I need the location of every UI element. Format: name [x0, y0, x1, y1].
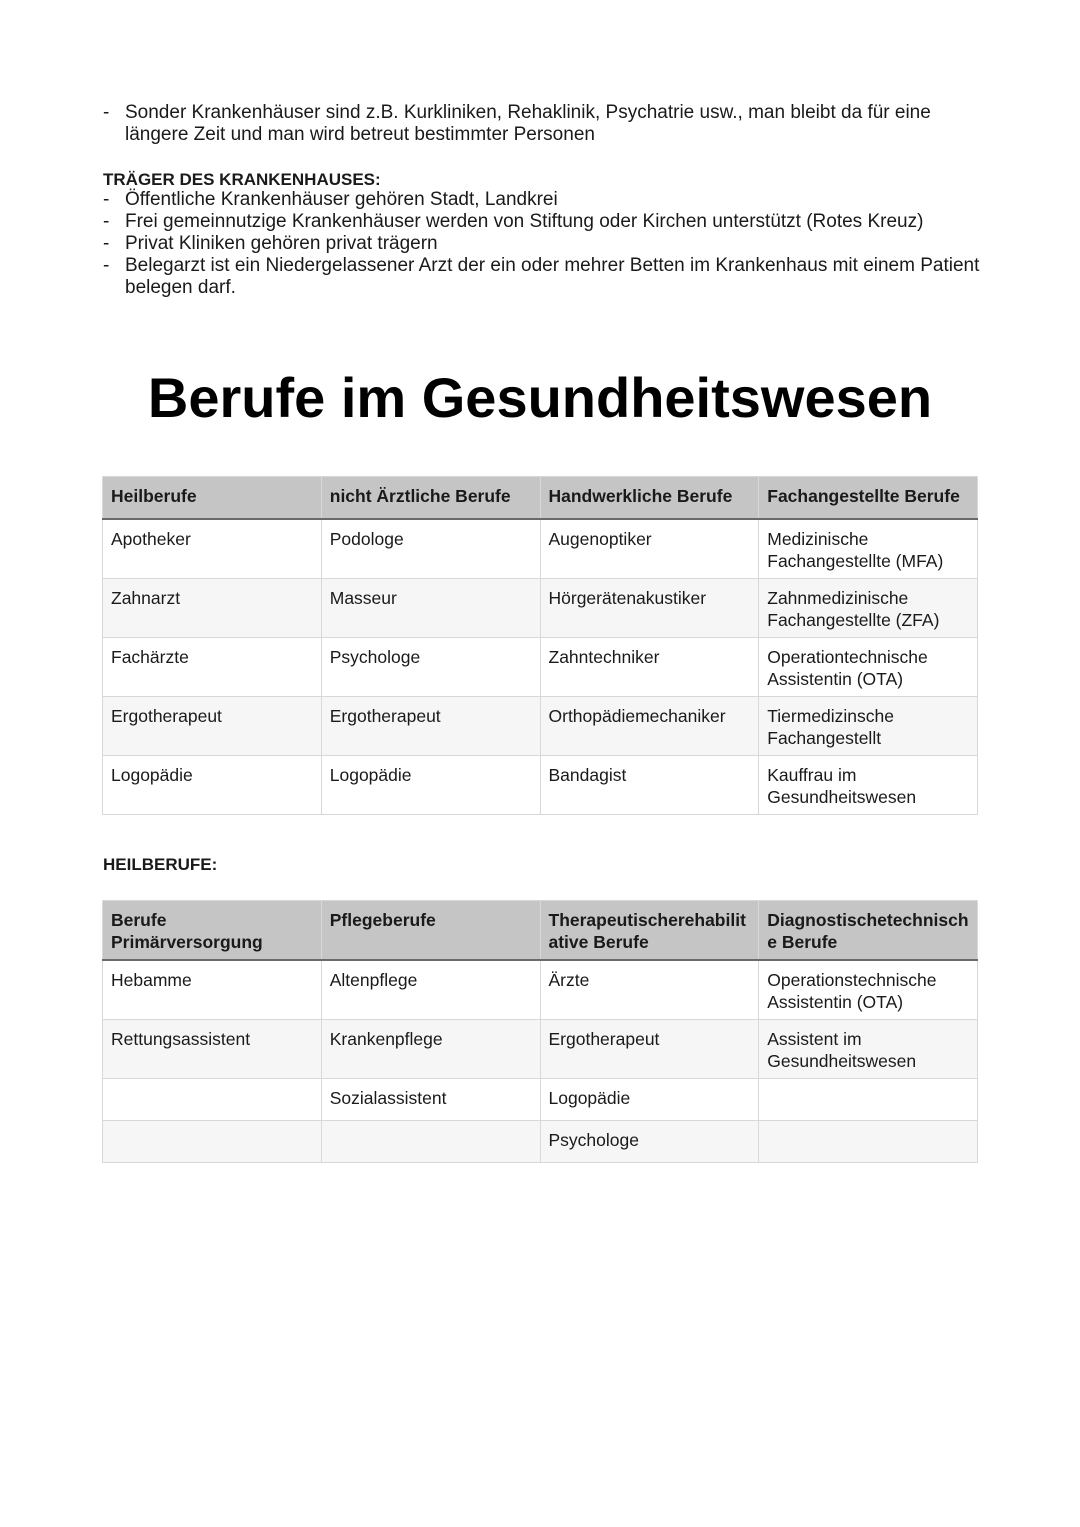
table-cell: Altenpflege [321, 960, 540, 1020]
table-row [103, 756, 978, 815]
table-header-row [103, 477, 978, 520]
list-item [103, 255, 983, 299]
column-header: Fachangestellte Berufe [759, 477, 978, 520]
table-cell: Kauffrau im Gesundheitswesen [759, 756, 978, 815]
column-header: Handwerkliche Berufe [540, 477, 759, 520]
table-cell: Ergotherapeut [540, 1020, 759, 1079]
table-cell: Logopädie [321, 756, 540, 815]
column-header: Pflegeberufe [321, 901, 540, 961]
table-cell: Psychologe [321, 638, 540, 697]
berufe-table [102, 476, 978, 815]
page-title: Berufe im Gesundheitswesen [147, 366, 933, 429]
list-item [103, 211, 983, 233]
traeger-bullet-list [103, 189, 983, 299]
table-cell: Hörgerätenakustiker [540, 579, 759, 638]
bullet-text: Privat Kliniken gehören privat trägern [125, 233, 438, 254]
table-cell [759, 1121, 978, 1163]
list-item [103, 102, 983, 146]
table-cell: Krankenpflege [321, 1020, 540, 1079]
table-row [103, 1121, 978, 1163]
table-cell: Sozialassistent [321, 1079, 540, 1121]
bullet-text: Belegarzt ist ein Niedergelassener Arzt der ein oder mehrer Betten im Krankenhaus mit einem Patient belegen darf. [125, 255, 980, 298]
table-row [103, 697, 978, 756]
table-cell: Rettungsassistent [103, 1020, 322, 1079]
table-cell: Tiermedizinsche Fachangestellt [759, 697, 978, 756]
table-cell: Ärzte [540, 960, 759, 1020]
table-cell: Orthopädiemechaniker [540, 697, 759, 756]
table-cell [103, 1079, 322, 1121]
column-header: nicht Ärztliche Berufe [321, 477, 540, 520]
intro-bullet-list [103, 102, 983, 146]
bullet-dash: - [103, 211, 110, 232]
table-cell: Psychologe [540, 1121, 759, 1163]
table-cell: Hebamme [103, 960, 322, 1020]
section-heading-heilberufe: HEILBERUFE: [103, 855, 218, 874]
table-cell: Masseur [321, 579, 540, 638]
table-cell: Medizinische Fachangestellte (MFA) [759, 519, 978, 579]
column-header: Therapeutischerehabilitative Berufe [540, 901, 759, 961]
table-cell: Zahnmedizinische Fachangestellte (ZFA) [759, 579, 978, 638]
table-cell: Logopädie [103, 756, 322, 815]
table-cell [103, 1121, 322, 1163]
table-cell: Zahntechniker [540, 638, 759, 697]
table-row [103, 519, 978, 579]
section-heading-traeger: TRÄGER DES KRANKENHAUSES: [103, 170, 381, 189]
table-cell: Operationtechnische Assistentin (OTA) [759, 638, 978, 697]
table-cell: Augenoptiker [540, 519, 759, 579]
table-row [103, 579, 978, 638]
table-cell: Fachärzte [103, 638, 322, 697]
bullet-dash: - [103, 189, 110, 210]
column-header: Berufe Primärversorgung [103, 901, 322, 961]
bullet-text: Öffentliche Krankenhäuser gehören Stadt, Landkrei [125, 189, 558, 210]
list-item [103, 233, 983, 255]
table-cell [321, 1121, 540, 1163]
column-header: Diagnostischetechnische Berufe [759, 901, 978, 961]
table-cell: Logopädie [540, 1079, 759, 1121]
bullet-text: Sonder Krankenhäuser sind z.B. Kurkliniken, Rehaklinik, Psychatrie usw., man bleibt da für eine längere Zeit und man wird betreut bestimmter Personen [125, 102, 931, 145]
table-cell: Ergotherapeut [321, 697, 540, 756]
bullet-text: Frei gemeinnutzige Krankenhäuser werden von Stiftung oder Kirchen unterstützt (Rotes Kreuz) [125, 211, 924, 232]
table-row [103, 1079, 978, 1121]
table-row [103, 638, 978, 697]
heilberufe-table [102, 900, 978, 1163]
bullet-dash: - [103, 233, 110, 254]
bullet-dash: - [103, 102, 110, 123]
table-cell: Zahnarzt [103, 579, 322, 638]
table-cell: Ergotherapeut [103, 697, 322, 756]
bullet-dash: - [103, 255, 110, 276]
list-item [103, 189, 983, 211]
table-cell: Bandagist [540, 756, 759, 815]
table-cell: Podologe [321, 519, 540, 579]
table-cell: Assistent im Gesundheitswesen [759, 1020, 978, 1079]
table-header-row [103, 901, 978, 961]
table-row [103, 960, 978, 1020]
table-cell: Operationstechnische Assistentin (OTA) [759, 960, 978, 1020]
table-cell [759, 1079, 978, 1121]
table-row [103, 1020, 978, 1079]
table-cell: Apotheker [103, 519, 322, 579]
column-header: Heilberufe [103, 477, 322, 520]
